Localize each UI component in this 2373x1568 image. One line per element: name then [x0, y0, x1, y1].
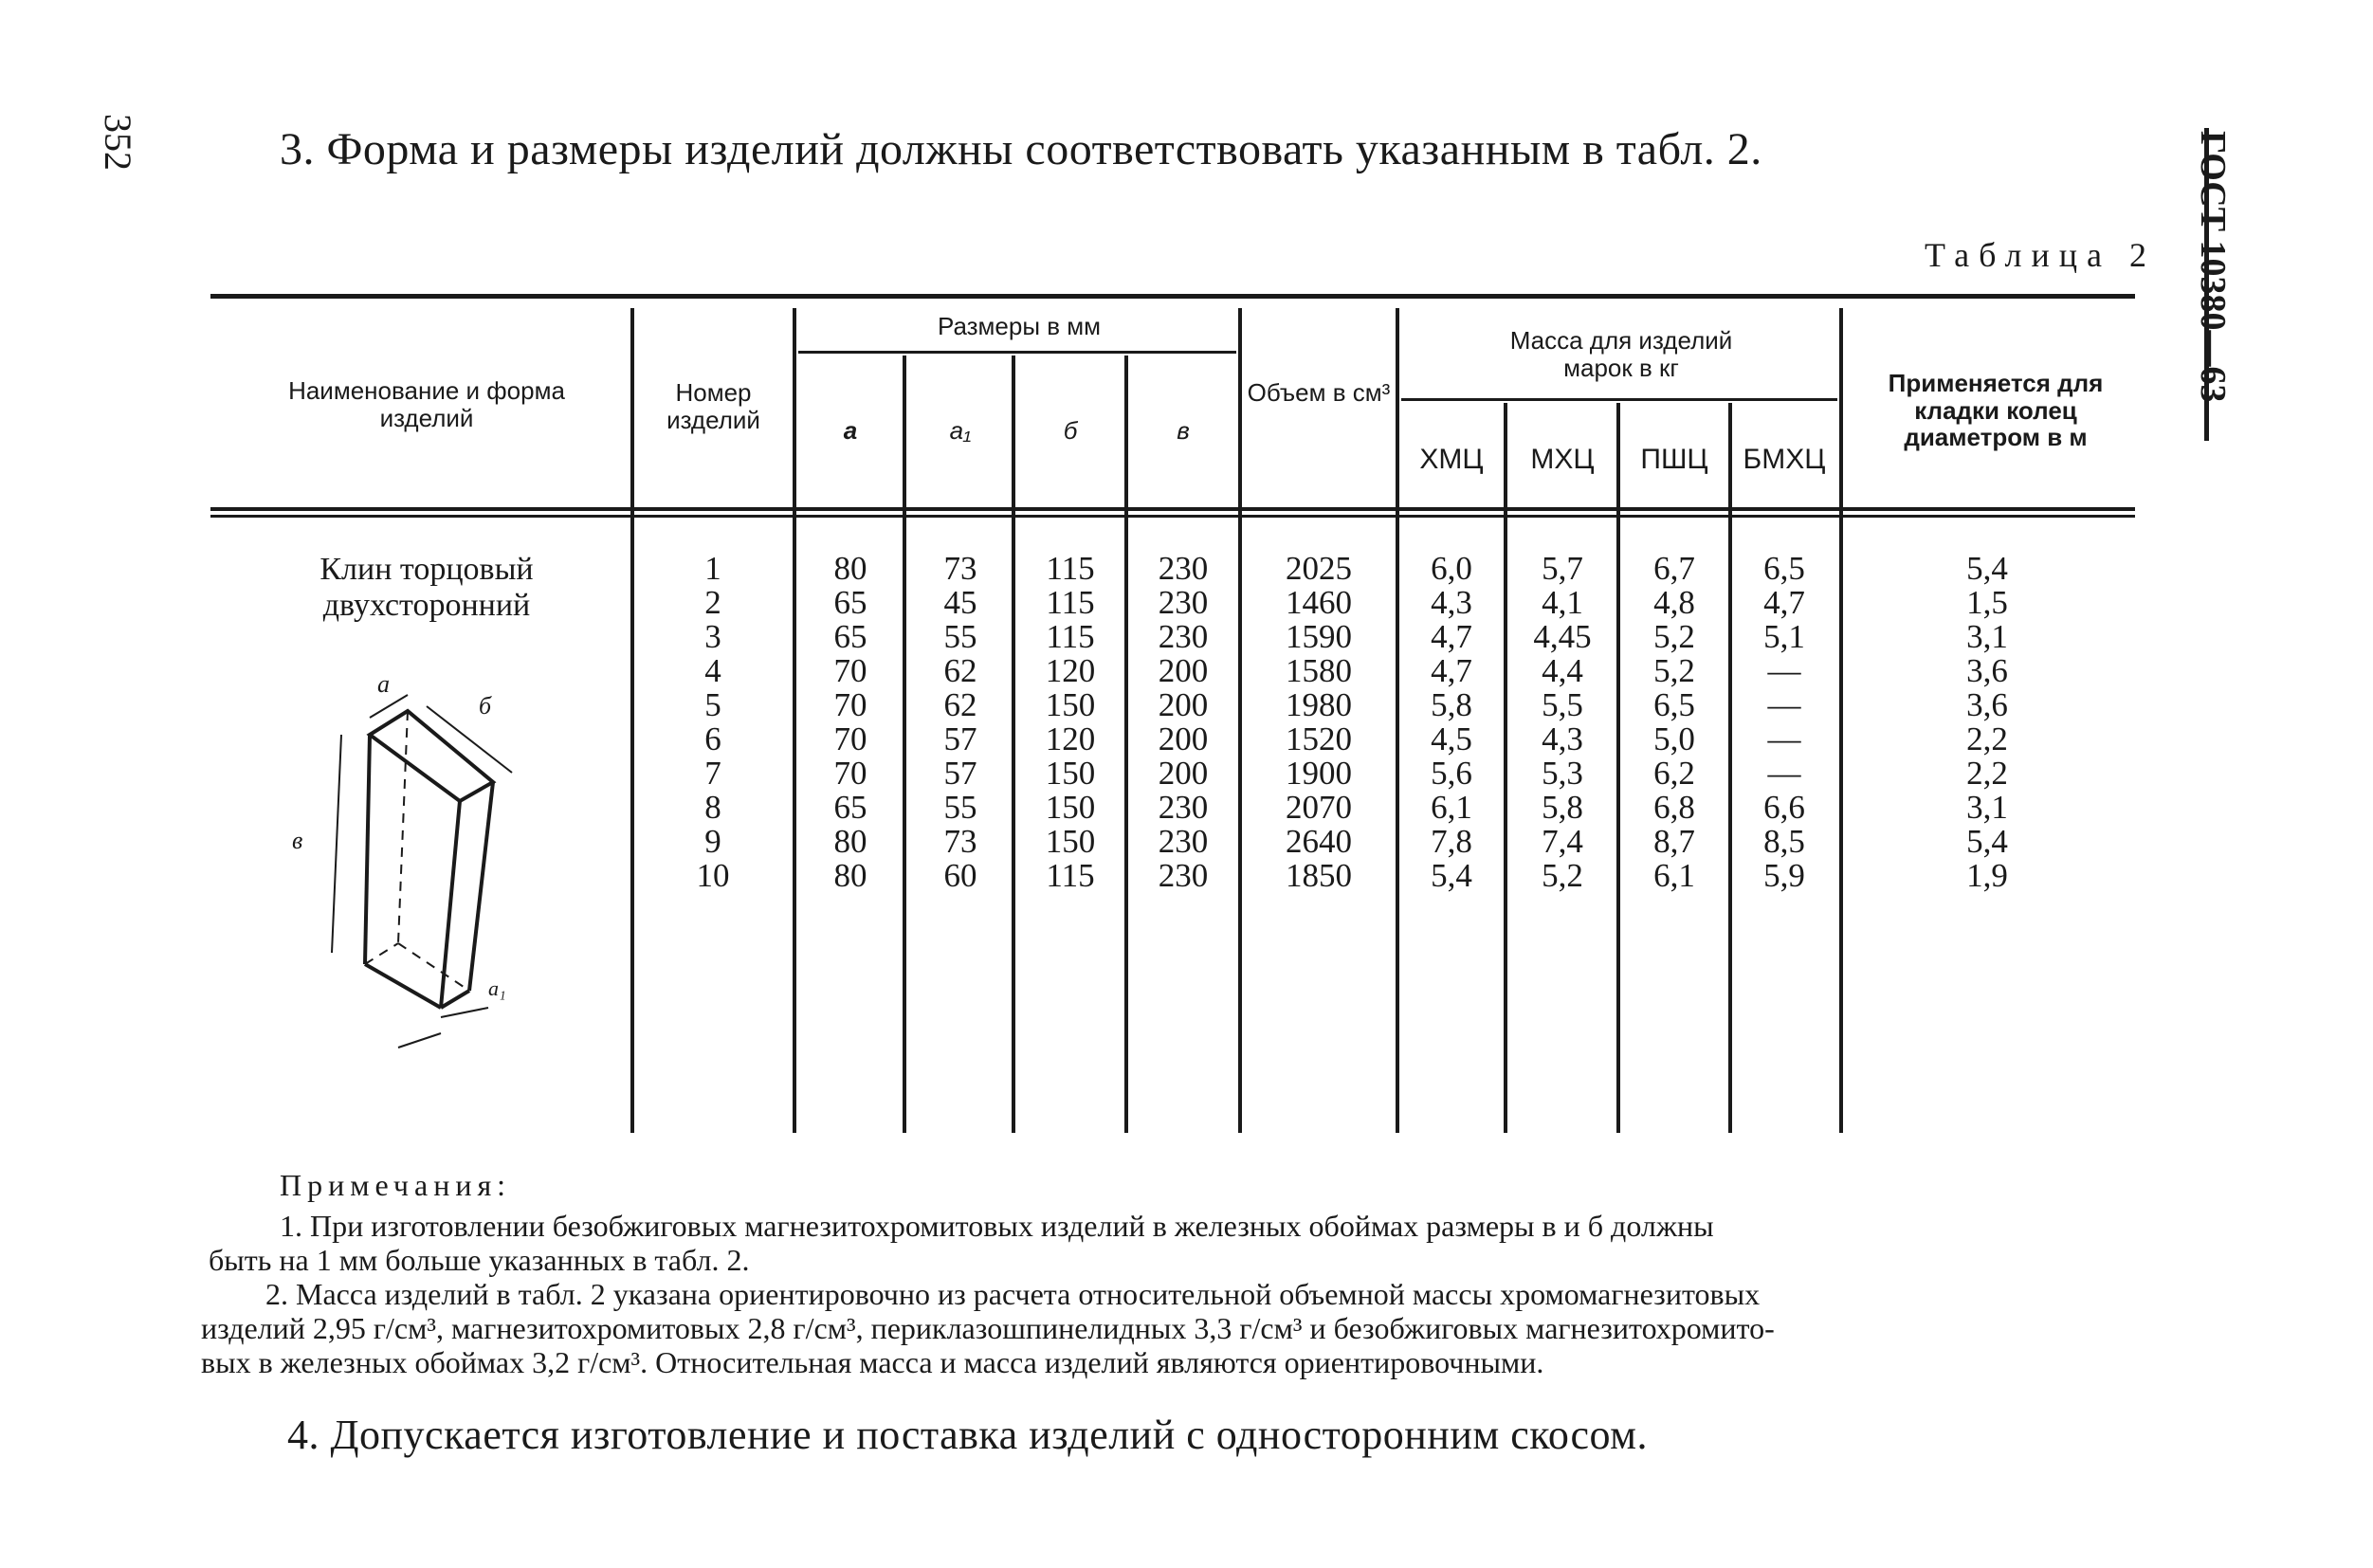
table-cell: 4,7 — [1431, 618, 1472, 655]
header-rule-2 — [210, 515, 2135, 518]
table-cell: 3,1 — [1966, 618, 2008, 655]
table-cell: 5,3 — [1542, 755, 1583, 792]
table-cell: 73 — [943, 550, 977, 587]
vline-3 — [903, 356, 906, 1133]
table-cell: 200 — [1158, 686, 1209, 723]
note-1-line-1: 1. При изготовлении безобжиговых магнезитохромитовых изделий в железных обоймах размеры в и б должны — [280, 1209, 1714, 1243]
table-cell: 3,6 — [1966, 652, 2008, 689]
column-pshc — [1621, 552, 1727, 893]
table-cell: — — [1767, 755, 1801, 792]
table-cell: 230 — [1158, 618, 1209, 655]
table-cell: 6,0 — [1431, 550, 1472, 587]
table-cell: 5,4 — [1966, 550, 2008, 587]
table-cell: 1 — [704, 550, 721, 587]
table-cell: 3,1 — [1966, 789, 2008, 826]
table-cell: 230 — [1158, 584, 1209, 621]
table-cell: 70 — [833, 652, 867, 689]
table-cell: 200 — [1158, 755, 1209, 792]
figure-label-b: б — [479, 692, 492, 720]
table-cell: 2 — [704, 584, 721, 621]
header-volume: Объем в см³ — [1247, 378, 1391, 407]
table-cell: 5,2 — [1653, 618, 1695, 655]
table-cell: 120 — [1045, 720, 1096, 757]
table-cell: 4,3 — [1542, 720, 1583, 757]
table-cell: 5,5 — [1542, 686, 1583, 723]
table-cell: 2025 — [1286, 550, 1352, 587]
table-cell: 65 — [833, 618, 867, 655]
table-cell: 1,5 — [1966, 584, 2008, 621]
column-applied-diameter — [1845, 552, 2129, 893]
table-cell: 4,3 — [1431, 584, 1472, 621]
table-cell: 3 — [704, 618, 721, 655]
table-cell: 115 — [1046, 857, 1095, 894]
table-cell: 4,5 — [1431, 720, 1472, 757]
header-dims: Размеры в мм — [937, 312, 1102, 340]
table-cell: 55 — [943, 789, 977, 826]
table-cell: 5 — [704, 686, 721, 723]
figure-label-a: а — [377, 670, 390, 698]
mass-subrule — [1401, 398, 1837, 401]
table-cell: 200 — [1158, 652, 1209, 689]
column-number — [637, 552, 789, 893]
table-cell: — — [1767, 652, 1801, 689]
table-cell: 1980 — [1286, 686, 1352, 723]
table-cell: 5,2 — [1653, 652, 1695, 689]
brick-wedge-figure — [275, 668, 550, 1076]
table-cell: 1,9 — [1966, 857, 2008, 894]
table-cell: 150 — [1045, 789, 1096, 826]
header-xmc: ХМЦ — [1419, 444, 1484, 475]
table-cell: 80 — [833, 550, 867, 587]
table-top-rule — [210, 294, 2135, 299]
table-cell: 4,8 — [1653, 584, 1695, 621]
vline-9 — [1616, 403, 1620, 1133]
table-cell: 4 — [704, 652, 721, 689]
table-cell: — — [1767, 720, 1801, 757]
table-cell: 70 — [833, 720, 867, 757]
table-cell: 7,8 — [1431, 823, 1472, 860]
figure-label-v: в — [292, 827, 303, 854]
figure-label-a1: а₁ — [488, 976, 506, 1000]
table-cell: 4,7 — [1431, 652, 1472, 689]
header-applied: Применяется для кладки колец диаметром в м — [1888, 369, 2104, 452]
table-cell: 5,8 — [1542, 789, 1583, 826]
vline-5 — [1124, 356, 1128, 1133]
header-dim-a: а — [843, 416, 858, 445]
table-cell: 8,7 — [1653, 823, 1695, 860]
note-2-line-3: вых в железных обоймах 3,2 г/см³. Относительная масса и масса изделий являются ориентировочными. — [201, 1345, 1544, 1379]
vline-11 — [1839, 308, 1843, 1133]
table-cell: 6,2 — [1653, 755, 1695, 792]
table-cell: 62 — [943, 686, 977, 723]
table-cell: 1580 — [1286, 652, 1352, 689]
table-cell: 2640 — [1286, 823, 1352, 860]
header-number: Номер изделий — [666, 378, 760, 434]
table-cell: 7 — [704, 755, 721, 792]
note-2-line-2: изделий 2,95 г/см³, магнезитохромитовых 2,8 г/см³, периклазошпинелидных 3,3 г/см³ и безобжиговых магнезитохромито- — [201, 1311, 1775, 1345]
table-cell: 230 — [1158, 789, 1209, 826]
table-cell: 6,1 — [1653, 857, 1695, 894]
table-cell: — — [1767, 686, 1801, 723]
header-mxc: МХЦ — [1530, 444, 1595, 475]
product-name: Клин торцовый двухсторонний — [319, 552, 534, 623]
vline-6 — [1238, 308, 1242, 1133]
table-cell: 150 — [1045, 686, 1096, 723]
note-2-line-1: 2. Масса изделий в табл. 2 указана ориентировочно из расчета относительной объемной массы хромомагнезитовых — [265, 1277, 1761, 1311]
column-dim-a — [798, 552, 903, 893]
table-cell: 5,7 — [1542, 550, 1583, 587]
table-cell: 10 — [696, 857, 730, 894]
table-cell: 45 — [943, 584, 977, 621]
table-cell: 9 — [704, 823, 721, 860]
table-cell: 5,6 — [1431, 755, 1472, 792]
column-xmc — [1401, 552, 1502, 893]
table-cell: 8,5 — [1763, 823, 1805, 860]
header-bmxc: БМХЦ — [1743, 444, 1826, 475]
table-caption: Таблица 2 — [1925, 236, 2156, 274]
header-rule-1 — [210, 507, 2135, 511]
table-cell: 6 — [704, 720, 721, 757]
table-cell: 62 — [943, 652, 977, 689]
header-dim-a1: а₁ — [949, 416, 972, 445]
table-cell: 6,6 — [1763, 789, 1805, 826]
table-cell: 200 — [1158, 720, 1209, 757]
table-cell: 65 — [833, 789, 867, 826]
column-mxc — [1509, 552, 1615, 893]
table-cell: 4,7 — [1763, 584, 1805, 621]
table-cell: 5,1 — [1763, 618, 1805, 655]
table-cell: 7,4 — [1542, 823, 1583, 860]
table-cell: 5,9 — [1763, 857, 1805, 894]
table-cell: 70 — [833, 755, 867, 792]
table-cell: 115 — [1046, 550, 1095, 587]
table-cell: 120 — [1045, 652, 1096, 689]
table-cell: 70 — [833, 686, 867, 723]
table-cell: 60 — [943, 857, 977, 894]
table-cell: 6,8 — [1653, 789, 1695, 826]
table-cell: 80 — [833, 857, 867, 894]
table-cell: 4,1 — [1542, 584, 1583, 621]
vline-7 — [1396, 308, 1399, 1133]
table-cell: 6,5 — [1763, 550, 1805, 587]
table-cell: 115 — [1046, 584, 1095, 621]
table-cell: 230 — [1158, 857, 1209, 894]
notes-title: Примечания: — [280, 1168, 512, 1202]
table-cell: 115 — [1046, 618, 1095, 655]
table-cell: 6,7 — [1653, 550, 1695, 587]
table-cell: 6,1 — [1431, 789, 1472, 826]
vline-8 — [1504, 403, 1507, 1133]
table-cell: 2070 — [1286, 789, 1352, 826]
section-3-text: 3. Форма и размеры изделий должны соответствовать указанным в табл. 2. — [280, 124, 1762, 174]
table-cell: 5,2 — [1542, 857, 1583, 894]
table-cell: 150 — [1045, 755, 1096, 792]
table-cell: 55 — [943, 618, 977, 655]
column-bmxc — [1731, 552, 1837, 893]
table-cell: 2,2 — [1966, 755, 2008, 792]
header-dim-b: б — [1063, 416, 1078, 445]
table-cell: 4,45 — [1533, 618, 1592, 655]
table-cell: 2,2 — [1966, 720, 2008, 757]
header-dim-v: в — [1177, 416, 1190, 445]
table-cell: 57 — [943, 755, 977, 792]
table-cell: 4,4 — [1542, 652, 1583, 689]
brick-top-face — [370, 711, 493, 801]
standard-label: ГОСТ 10380—63 — [2193, 131, 2233, 403]
column-dim-b — [1017, 552, 1123, 893]
table-cell: 1900 — [1286, 755, 1352, 792]
note-1-line-2: быть на 1 мм больше указанных в табл. 2. — [209, 1243, 750, 1277]
table-cell: 150 — [1045, 823, 1096, 860]
section-4-text: 4. Допускается изготовление и поставка изделий с односторонним скосом. — [287, 1412, 1649, 1458]
table-cell: 1590 — [1286, 618, 1352, 655]
header-name: Наименование и форма изделий — [288, 376, 565, 432]
table-cell: 3,6 — [1966, 686, 2008, 723]
table-cell: 230 — [1158, 550, 1209, 587]
column-dim-v — [1130, 552, 1236, 893]
table-cell: 1460 — [1286, 584, 1352, 621]
column-volume — [1244, 552, 1394, 893]
vline-1 — [630, 308, 634, 1133]
table-cell: 5,4 — [1966, 823, 2008, 860]
table-cell: 57 — [943, 720, 977, 757]
table-cell: 230 — [1158, 823, 1209, 860]
table-cell: 5,0 — [1653, 720, 1695, 757]
vline-2 — [793, 308, 796, 1133]
table-cell: 6,5 — [1653, 686, 1695, 723]
table-cell: 1850 — [1286, 857, 1352, 894]
table-cell: 5,4 — [1431, 857, 1472, 894]
table-cell: 1520 — [1286, 720, 1352, 757]
page-number: 352 — [97, 114, 139, 171]
table-cell: 73 — [943, 823, 977, 860]
column-dim-a1 — [908, 552, 1013, 893]
table-cell: 5,8 — [1431, 686, 1472, 723]
header-pshc: ПШЦ — [1640, 444, 1708, 475]
table-cell: 8 — [704, 789, 721, 826]
header-mass: Масса для изделий марок в кг — [1509, 326, 1733, 382]
dims-subrule — [798, 351, 1236, 354]
table-cell: 65 — [833, 584, 867, 621]
table-cell: 80 — [833, 823, 867, 860]
